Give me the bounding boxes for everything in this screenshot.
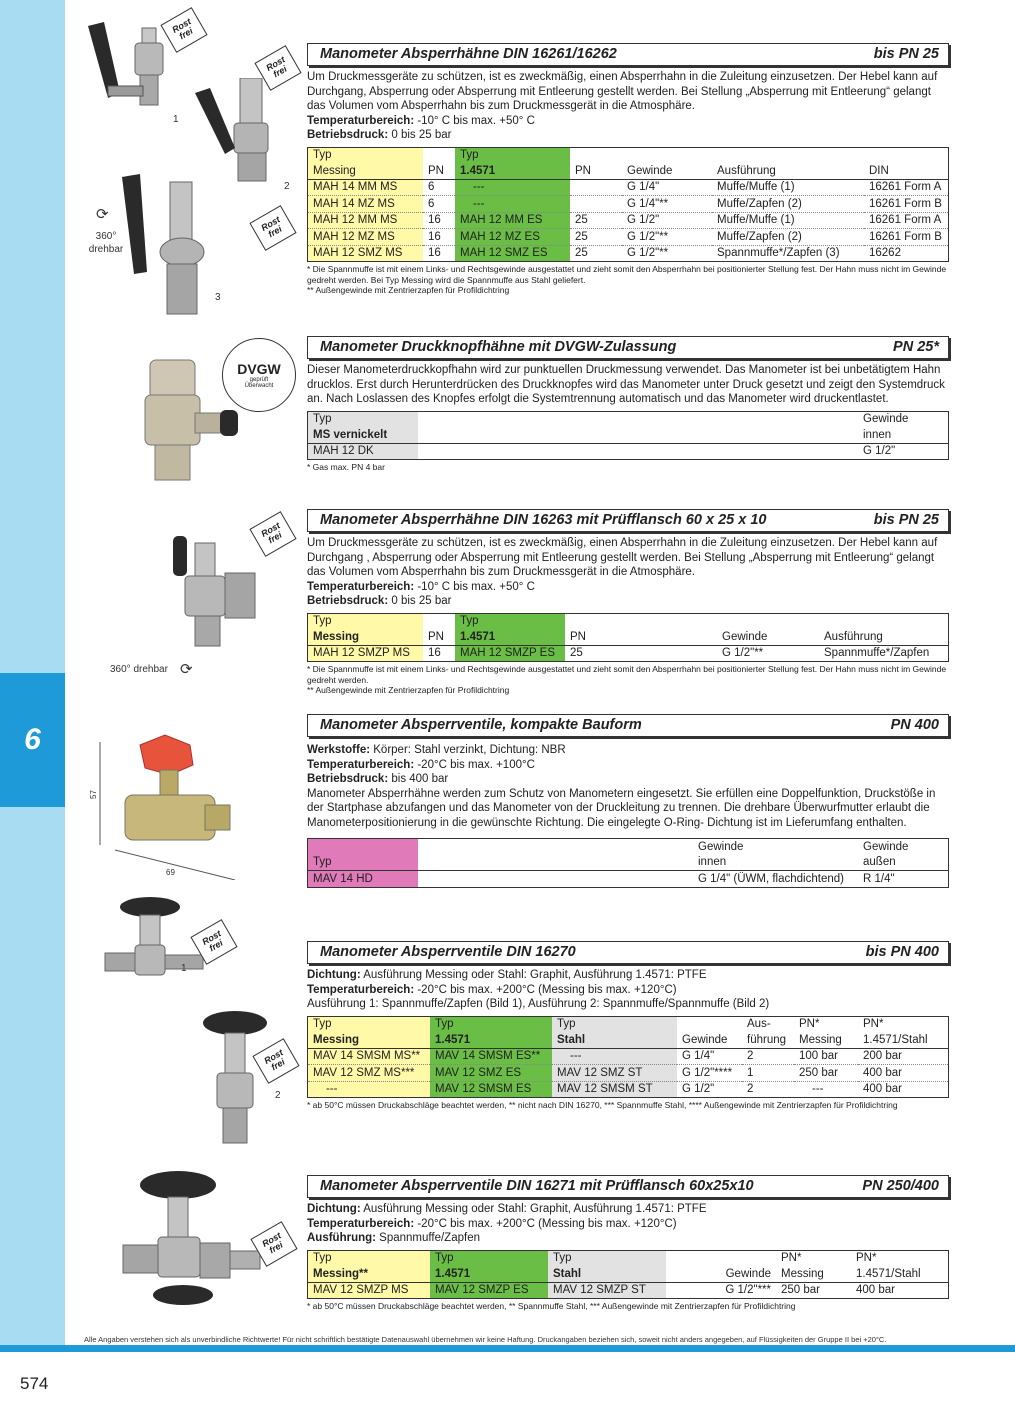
th-gewinde: Gewinde: [622, 163, 712, 179]
rostfrei-badge-1: Rost frei: [160, 7, 207, 53]
footnote: ** Außengewinde mit Zentrierzapfen für Profildichtring: [307, 285, 510, 295]
section-title-bar: [307, 336, 949, 359]
spec-seal: Dichtung: Ausführung Messing oder Stahl: Graphit, Ausführung 1.4571: PTFE: [307, 1203, 707, 1215]
footnote: * ab 50°C müssen Druckabschläge beachtet werden, ** nicht nach DIN 16270, *** Spannmuffe Stahl, **** Außengewinde mit Zentrierzapfen für Profildichtring: [307, 1100, 898, 1110]
table-row: MAH 12 MZ MS 16 MAH 12 MZ ES 25 G 1/2"** Muffe/Zapfen (2) 16261 Form B: [308, 229, 949, 246]
section-pressure: bis PN 25: [873, 512, 939, 529]
table-row: MAH 14 MZ MS 6 --- G 1/4"** Muffe/Zapfen (2) 16261 Form B: [308, 196, 949, 213]
section-pressure: PN 25*: [893, 339, 939, 356]
spec-pressure: Betriebsdruck: bis 400 bar: [307, 773, 449, 785]
label-bild-3: 3: [215, 292, 221, 303]
valve-image-1: [80, 18, 170, 118]
section-title-bar: [307, 43, 949, 66]
table-row: MAH 12 MM MS 16 MAH 12 MM ES 25 G 1/2" Muffe/Muffe (1) 16261 Form A: [308, 212, 949, 229]
th-messing: Messing: [308, 163, 424, 179]
valve-image-compact: [95, 730, 245, 880]
th-1457: 1.4571: [455, 163, 570, 179]
product-table: Typ Gewinde MS vernickelt innen MAH 12 DK G 1/2": [307, 411, 949, 461]
footnote: * ab 50°C müssen Druckabschläge beachtet werden, ** Spannmuffe Stahl, *** Außengewinde mit Zentrierzapfen für Profildichtring: [307, 1301, 796, 1311]
section-description: Dieser Manometerdruckkopfhahn wird zur punktuellen Druckmessung verwendet. Das Manometer ist bei unbetätigtem Hahn drucklos. Erst durch Herunterdrücken des Druckknopfes wird das Manometer unter Druck gesetzt und zeigt den Systemdruck an. Nach Loslassen des Knopfes erfolgt die Systemtrennung automatisch und das Manometer wird druckentlastet.: [307, 364, 945, 405]
section-title: Manometer Absperrhähne DIN 16263 mit Prüfflansch 60 x 25 x 10: [320, 512, 767, 529]
section-description: Manometer Absperrhähne werden zum Schutz von Manometern eingesetzt. Sie erfüllen eine Doppelfunktion, Druckstöße in der Startphase abzufangen und das Manometer von der Druckleitung zu trennen. Die drehbare Überwurfmutter erlaubt die Manometerpositionierung in die gewünschte Richtung. Die eingelegte O-Ring- Dichtung ist im Lieferumfang enthalten.: [307, 787, 936, 829]
section-pressure: PN 400: [890, 717, 939, 734]
rostfrei-badge-4: Rost frei: [249, 511, 296, 557]
spec-pressure: Betriebsdruck: 0 bis 25 bar: [307, 129, 452, 141]
table-row: MAV 14 HD G 1/4" (ÜWM, flachdichtend) R 1/4": [308, 871, 949, 888]
table-row: MAH 12 DK G 1/2": [308, 443, 949, 460]
section-title-bar: [307, 1175, 949, 1198]
label-dim-height: 57: [88, 790, 98, 799]
table-row: MAH 12 SMZ MS 16 MAH 12 SMZ ES 25 G 1/2"** Spannmuffe*/Zapfen (3) 16262: [308, 245, 949, 262]
rostfrei-badge-6: Rost frei: [252, 1038, 299, 1084]
dvgw-seal: [222, 338, 296, 412]
section-title: Manometer Absperrventile DIN 16270: [320, 944, 576, 961]
rostfrei-badge-3: Rost frei: [249, 205, 296, 251]
bottom-bar: [0, 1345, 1015, 1352]
disclaimer: Alle Angaben verstehen sich als unverbindliche Richtwerte! Für nicht schriftlich bestätigte Datenauswahl übernehmen wir keine Haftung. Druckangaben beziehen sich, soweit nicht anders angegeben, auf Flüssigkeiten der Gruppe II bei +20°C.: [84, 1335, 887, 1344]
spec-material: Werkstoffe: Körper: Stahl verzinkt, Dichtung: NBR: [307, 744, 566, 756]
dvgw-seal-title: DVGW: [237, 361, 281, 377]
label-bild-2: 2: [284, 181, 290, 192]
rostfrei-badge-7: Rost frei: [250, 1221, 297, 1267]
section-description: Um Druckmessgeräte zu schützen, ist es zweckmäßig, einen Absperrhahn in die Zuleitung einzusetzen. Der Hebel kann auf Durchgang, Absperrung oder Absperrung mit Entleerung gestellt werden. Bei Stellung „Absperrung mit Entleerung“ gelangt das Volumen vom Absperrhahn bis zum Druckmessgerät in die Atmosphäre.: [307, 71, 938, 112]
section-mav-16270: [307, 941, 949, 1111]
rotation-icon-1: ⟳: [96, 206, 109, 223]
section-mah-16263: [307, 509, 949, 696]
section-mav-16271: [307, 1175, 949, 1312]
page-number: 574: [20, 1374, 49, 1393]
th-pn: PN: [570, 163, 622, 179]
spec-temperature: Temperaturbereich: -20°C bis max. +200°C (Messing bis max. +120°C): [307, 1217, 677, 1230]
footnote: * Die Spannmuffe ist mit einem Links- und Rechtsgewinde ausgestattet und zieht somit den Absperrhahn bei positionierter Stellung fest. Der Hahn muss nicht im Gewinde gedreht werden.: [307, 664, 947, 685]
footnote: * Die Spannmuffe ist mit einem Links- und Rechtsgewinde ausgestattet und zieht somit den Absperrhahn bei positionierter Stellung fest. Der Hahn muss nicht im Gewinde gedreht werden. Bei Typ Messing wird die Spannmuffe aus Stahl geliefert.: [307, 264, 947, 285]
section-title: Manometer Absperrventile, kompakte Bauform: [320, 717, 642, 734]
section-title: Manometer Absperrhähne DIN 16261/16262: [320, 46, 617, 63]
section-mav-kompakt: [307, 714, 949, 888]
section-druckknopf: [307, 336, 949, 473]
table-row: MAH 14 MM MS 6 --- G 1/4" Muffe/Muffe (1) 16261 Form A: [308, 179, 949, 196]
label-rotation-2: 360° drehbar: [110, 664, 168, 675]
table-row: MAV 12 SMZ MS*** MAV 12 SMZ ES MAV 12 SMZ ST G 1/2"**** 1 250 bar 400 bar: [308, 1065, 949, 1082]
spec-temperature: Temperaturbereich: -10° C bis max. +50° C: [307, 114, 535, 127]
valve-image-prueff: [155, 528, 270, 653]
spec-temperature: Temperaturbereich: -20°C bis max. +200°C (Messing bis max. +120°C): [307, 983, 677, 996]
section-title-bar: [307, 714, 949, 737]
label-rotation-1: 360° drehbar: [88, 231, 124, 255]
spec-design: Ausführung: Spannmuffe/Zapfen: [307, 1232, 480, 1244]
table-row: MAH 12 SMZP MS 16 MAH 12 SMZP ES 25 G 1/2"** Spannmuffe*/Zapfen: [308, 645, 949, 662]
th-typ: Typ: [455, 147, 570, 163]
label-bild-1: 1: [173, 114, 179, 125]
section-mah-16261: [307, 43, 949, 296]
label-dim-width: 69: [166, 868, 175, 877]
spec-temperature: Temperaturbereich: -10° C bis max. +50° C: [307, 580, 535, 593]
th-pn: PN: [423, 163, 455, 179]
footnote: ** Außengewinde mit Zentrierzapfen für Profildichtring: [307, 685, 510, 695]
th-typ: Typ: [308, 147, 424, 163]
section-title: Manometer Druckknopfhähne mit DVGW-Zulassung: [320, 339, 677, 356]
chapter-tab: 6: [0, 673, 65, 807]
valve-image-16271: [118, 1165, 268, 1315]
section-pressure: PN 250/400: [862, 1178, 939, 1195]
rotation-icon-2: ⟳: [180, 661, 193, 678]
product-table: Typ Typ Messing PN 1.4571 PN Gewinde Ausführung MAH 12 SMZP MS 16 MAH 12 SMZP ES 25 G 1/2"** Spannmuffe*/Zapfen: [307, 613, 949, 663]
section-pressure: bis PN 400: [865, 944, 939, 961]
dvgw-seal-sub: geprüft Überwacht: [244, 377, 274, 389]
section-pressure: bis PN 25: [873, 46, 939, 63]
section-title-bar: [307, 509, 949, 532]
footnote: * Gas max. PN 4 bar: [307, 462, 385, 472]
section-title-bar: [307, 941, 949, 964]
table-row: --- MAV 12 SMSM ES MAV 12 SMSM ST G 1/2" 2 --- 400 bar: [308, 1081, 949, 1098]
valve-image-16270-1: [100, 895, 210, 1000]
spec-design: Ausführung 1: Spannmuffe/Zapfen (Bild 1), Ausführung 2: Spannmuffe/Spannmuffe (Bild 2): [307, 998, 770, 1010]
label-bild-s5-1: 1: [181, 963, 187, 974]
section-description: Um Druckmessgeräte zu schützen, ist es zweckmäßig, einen Absperrhahn in die Zuleitung einzusetzen. Der Hebel kann auf Durchgang , Absperrung oder Absperrung mit Entleerung gestellt werden. Bei Stellung „Absperrung mit Entleerung“ gelangt das Volumen vom Absperrhahn bis zum Druckmessgerät in die Atmosphäre.: [307, 537, 938, 578]
table-row: MAV 14 SMSM MS** MAV 14 SMSM ES** --- G 1/4" 2 100 bar 200 bar: [308, 1048, 949, 1065]
th-din: DIN: [864, 163, 949, 179]
rostfrei-badge-2: Rost frei: [254, 45, 301, 91]
table-row: MAV 12 SMZP MS MAV 12 SMZP ES MAV 12 SMZP ST G 1/2"*** 250 bar 400 bar: [308, 1282, 949, 1299]
spec-pressure: Betriebsdruck: 0 bis 25 bar: [307, 595, 452, 607]
spec-seal: Dichtung: Ausführung Messing oder Stahl: Graphit, Ausführung 1.4571: PTFE: [307, 969, 707, 981]
product-table: Typ Typ Typ Aus- PN* PN* Messing 1.4571 Stahl Gewinde führung Messing 1.4571/Stahl MAV 14 SMSM MS** MAV 14 SMSM ES** --- G 1/4" 2 100 bar 200 bar MAV 12 SMZ MS*** MAV 12 SMZ ES MAV 12 SMZ ST G 1/2"**** 1 250 bar 400 bar --- MAV 12 SMSM ES MAV 12 SMSM ST G 1/2" 2 --- 400 bar: [307, 1016, 949, 1099]
valve-image-3: [112, 172, 212, 322]
product-table: Gewinde Gewinde Typ innen außen MAV 14 HD G 1/4" (ÜWM, flachdichtend) R 1/4": [307, 838, 949, 888]
label-bild-s5-2: 2: [275, 1090, 281, 1101]
product-table: [307, 147, 949, 263]
spec-temperature: Temperaturbereich: -20°C bis max. +100°C: [307, 758, 535, 771]
rostfrei-badge-5: Rost frei: [190, 919, 237, 965]
th-ausfuehrung: Ausführung: [712, 163, 864, 179]
product-table: Typ Typ Typ PN* PN* Messing** 1.4571 Stahl Gewinde Messing 1.4571/Stahl MAV 12 SMZP MS MAV 12 SMZP ES MAV 12 SMZP ST G 1/2"*** 250 bar 400 bar: [307, 1250, 949, 1300]
section-title: Manometer Absperrventile DIN 16271 mit Prüfflansch 60x25x10: [320, 1178, 754, 1195]
